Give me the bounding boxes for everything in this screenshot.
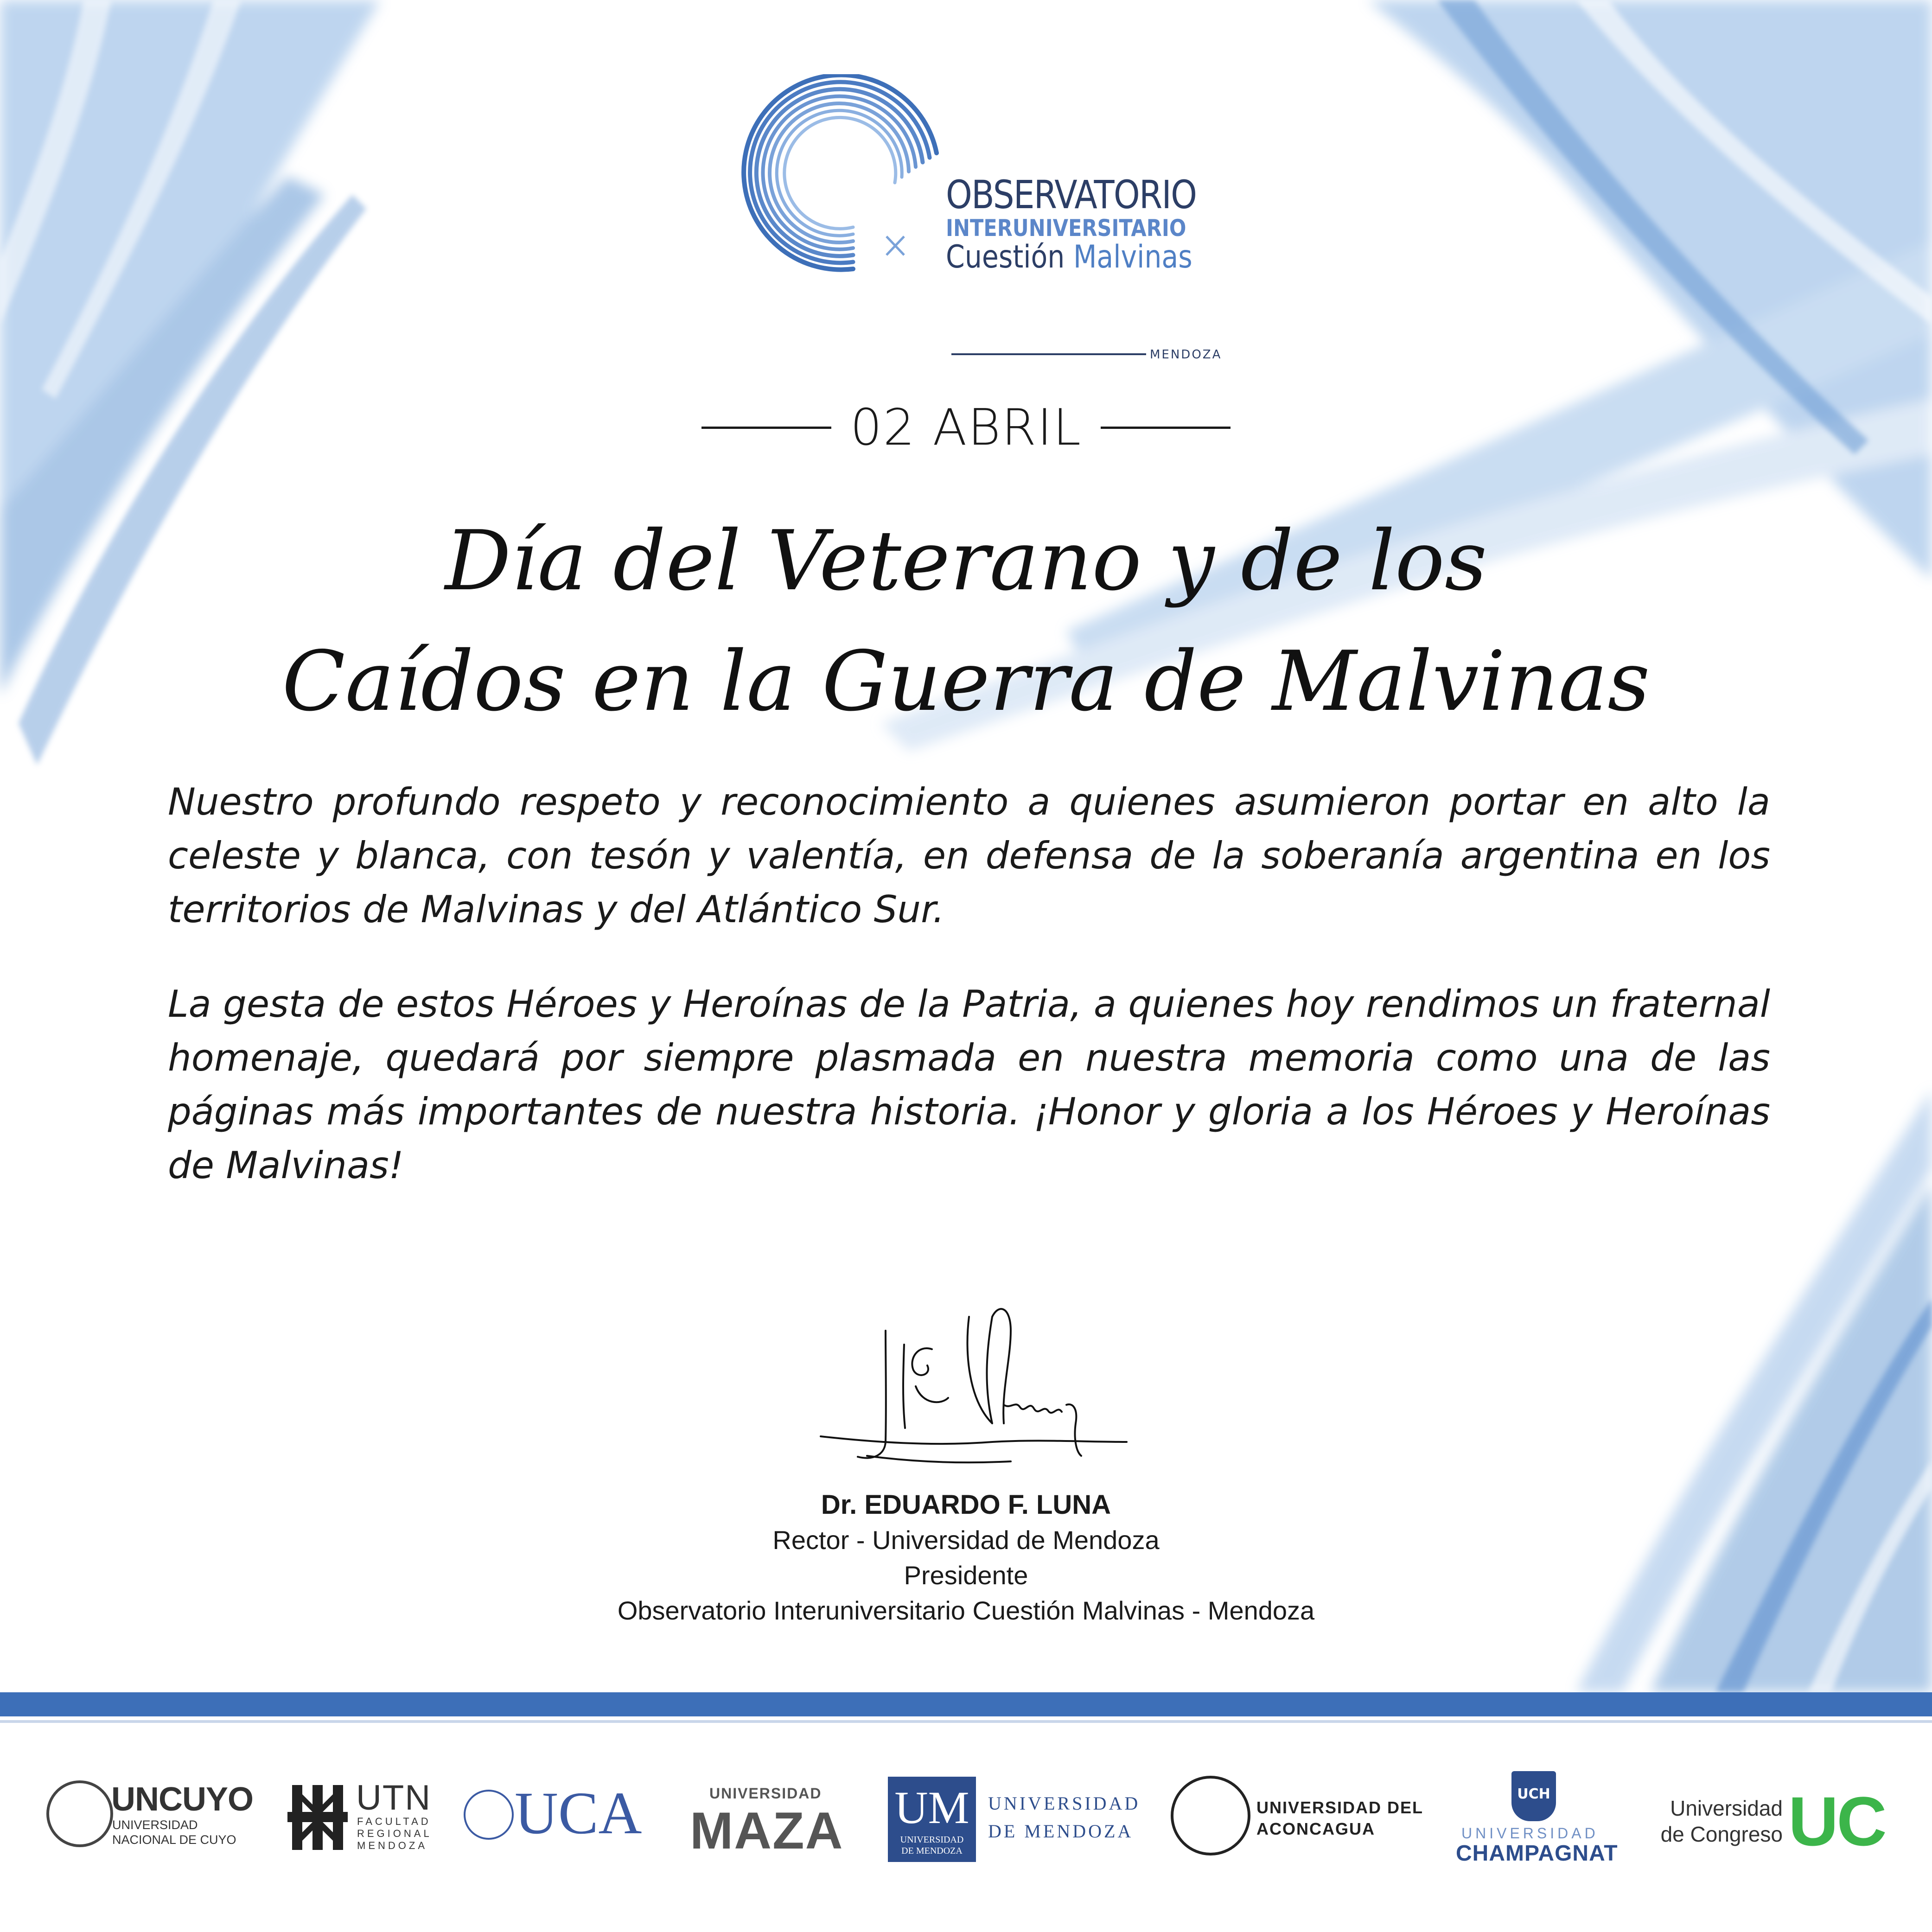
utn-sub2: REGIONAL (357, 1828, 432, 1839)
date-heading (0, 399, 1932, 457)
congreso-name (1653, 1795, 1783, 1847)
maza-name: MAZA (690, 1802, 844, 1860)
partner-logo-aconcagua (1171, 1771, 1430, 1864)
um-name1: UNIVERSIDAD (988, 1793, 1141, 1814)
date-text: 02 ABRIL (850, 399, 1082, 457)
congreso-mark: UC (1788, 1782, 1885, 1860)
partner-logo-universidad-de-congreso (1653, 1771, 1894, 1864)
partner-logo-uncuyo (46, 1771, 255, 1864)
logo-underline (951, 353, 1146, 355)
logo-line-mendoza: MENDOZA (1150, 348, 1222, 362)
concentric-arcs-icon (714, 74, 955, 297)
partner-logo-maza (686, 1771, 853, 1864)
paragraph-1: Nuestro profundo respeto y reconocimiento a quienes asumieron portar en alto la celeste y blanca, con tesón y valentía, en defensa de la soberanía argentina en los territorios de Malvinas y del Atlántico Sur. (168, 780, 1770, 931)
title-line-2: Caídos en la Guerra de Malvinas (282, 633, 1650, 729)
logo-cuestion: Cuestión (946, 238, 1065, 275)
uncuyo-name: UNCUYO (111, 1781, 254, 1818)
logo-malvinas: Malvinas (1073, 238, 1192, 275)
um-mark-sub2: DE MENDOZA (901, 1846, 963, 1856)
partner-logo-champagnat (1456, 1771, 1618, 1866)
signatory-role-3: Observatorio Interuniversitario Cuestión Malvinas - Mendoza (617, 1596, 1315, 1625)
partner-logo-utn (287, 1771, 436, 1864)
logo-line-observatorio: OBSERVATORIO (946, 172, 1197, 217)
title-line-1: Día del Veterano y de los (445, 513, 1487, 609)
footer-accent-thin-band (0, 1720, 1932, 1723)
aconcagua-name1: UNIVERSIDAD DEL (1256, 1798, 1424, 1817)
um-mark-sub1: UNIVERSIDAD (900, 1835, 964, 1845)
utn-name: UTN (356, 1778, 432, 1817)
champagnat-name: CHAMPAGNAT (1456, 1841, 1618, 1866)
utn-sub1: FACULTAD (357, 1816, 431, 1827)
maza-subtitle: UNIVERSIDAD (709, 1785, 822, 1802)
logo-line-cuestion-malvinas (946, 238, 1201, 275)
paragraph-2: La gesta de estos Héroes y Heroínas de la Patria, a quienes hoy rendimos un fraternal homenaje, quedará por siempre plasmada en nuestra memoria como una de las páginas más importantes de nuestra historia. ¡Honor y gloria a los Héroes y Heroínas de Malvinas! (168, 982, 1770, 1187)
utn-sub3: MENDOZA (357, 1840, 427, 1851)
champagnat-subtitle: UNIVERSIDAD (1461, 1825, 1599, 1842)
commemoration-title (139, 501, 1793, 742)
logo-wordmark (946, 172, 1243, 275)
utn-emblem-icon (287, 1785, 348, 1850)
aconcagua-name (1256, 1797, 1423, 1840)
signatory-role-1: Rector - Universidad de Mendoza (772, 1525, 1160, 1555)
message-body (168, 775, 1770, 1192)
uncuyo-subtitle (112, 1817, 236, 1847)
signatory-role-2: Presidente (904, 1561, 1028, 1590)
uncuyo-sub1: UNIVERSIDAD (112, 1818, 198, 1832)
partner-logo-universidad-de-mendoza (888, 1771, 1148, 1864)
uncuyo-seal-icon (46, 1780, 113, 1847)
date-rule-left (701, 427, 831, 429)
aconcagua-name2: ACONCAGUA (1256, 1819, 1375, 1838)
date-rule-right (1101, 427, 1231, 429)
aconcagua-seal-icon (1171, 1776, 1250, 1855)
um-mark-sub (888, 1834, 976, 1856)
um-emblem-icon (888, 1777, 976, 1862)
footer-accent-band (0, 1692, 1932, 1716)
logo-line-interuniversitario: INTERUNIVERSITARIO (946, 215, 1186, 242)
signatory-name: Dr. EDUARDO F. LUNA (821, 1490, 1111, 1520)
champagnat-shield-icon: UCH (1511, 1771, 1556, 1821)
uca-seal-icon (464, 1790, 514, 1840)
uca-name: UCA (515, 1780, 642, 1847)
observatorio-logo (714, 74, 1252, 362)
congreso-name1: Universidad (1670, 1796, 1783, 1820)
utn-subtitle (357, 1816, 432, 1852)
congreso-name2: de Congreso (1660, 1822, 1783, 1846)
signatory-block (0, 1487, 1932, 1628)
partner-logo-uca (464, 1771, 658, 1864)
um-name (988, 1790, 1140, 1845)
um-name2: DE MENDOZA (988, 1821, 1134, 1842)
um-mark: UM (894, 1782, 969, 1833)
uncuyo-sub2: NACIONAL DE CUYO (112, 1833, 236, 1847)
handwritten-signature (816, 1289, 1131, 1474)
